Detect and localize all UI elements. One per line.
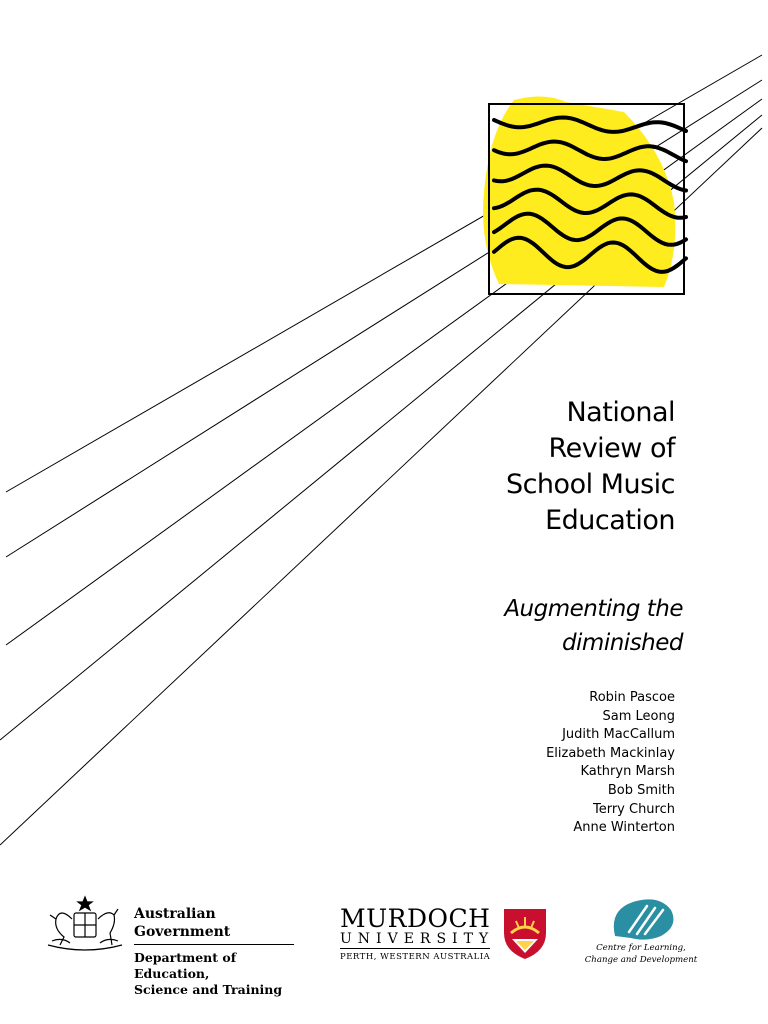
title-line: Review of [548,433,675,464]
title-line: National [566,397,675,428]
clcd-line: Change and Development [584,955,698,965]
divider [340,948,490,949]
author-name: Elizabeth Mackinlay [546,745,675,761]
clcd-logo [582,896,702,971]
subtitle-line: Augmenting the [504,596,683,622]
cover-art-waves [474,92,694,302]
clcd-line: Centre for Learning, [596,943,686,953]
author-name: Robin Pascoe [589,690,675,705]
author-name: Terry Church [592,801,675,817]
title-line: Education [545,505,675,536]
author-list [546,689,675,838]
department-line: Department of Education, [134,950,237,981]
university-wordmark: UNIVERSITY [340,931,495,947]
murdoch-wordmark: MURDOCH [340,904,491,933]
document-title [506,395,675,539]
document-subtitle [504,592,683,660]
university-location: PERTH, WESTERN AUSTRALIA [340,952,491,962]
clcd-mark-icon [607,896,679,940]
author-name: Sam Leong [602,708,675,724]
government-name: Australian Government [134,906,231,940]
department-line: Science and Training [134,982,283,997]
divider [134,944,294,945]
coat-of-arms-icon [42,893,128,955]
author-name: Anne Winterton [573,820,675,836]
subtitle-line: diminished [561,630,683,656]
murdoch-university-logo [340,905,555,967]
author-name: Bob Smith [607,782,675,798]
author-name: Judith MacCallum [562,727,675,743]
author-name: Kathryn Marsh [580,764,675,780]
australian-government-logo [42,893,302,997]
shield-crest-icon [502,907,548,961]
title-line: School Music [505,469,675,500]
